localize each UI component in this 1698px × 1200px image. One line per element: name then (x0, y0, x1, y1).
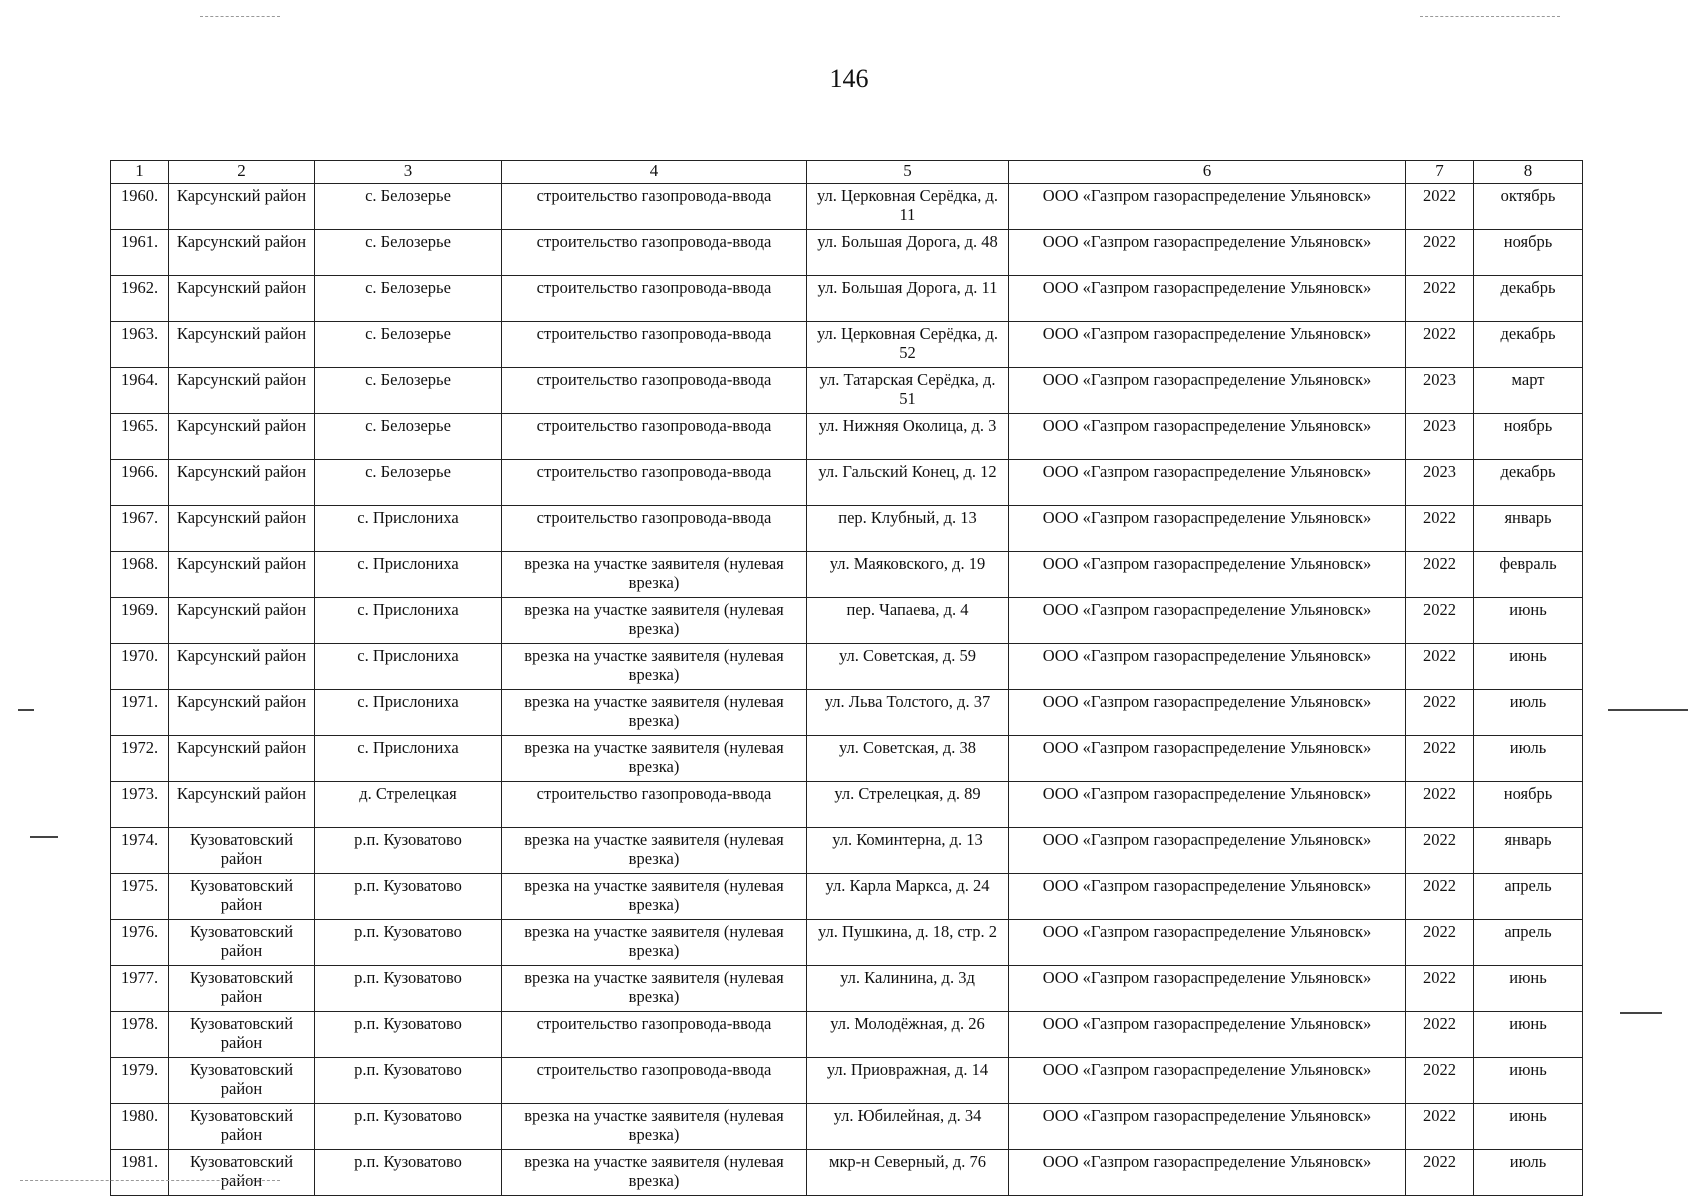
column-header: 2 (169, 161, 315, 184)
row-number-cell: 1964. (111, 368, 169, 414)
work-type-cell: врезка на участке заявителя (нулевая врезка) (502, 690, 807, 736)
row-number-cell: 1967. (111, 506, 169, 552)
month-cell: июнь (1474, 1104, 1583, 1150)
month-cell: июнь (1474, 598, 1583, 644)
year-cell: 2022 (1406, 506, 1474, 552)
row-number-cell: 1966. (111, 460, 169, 506)
table-row (111, 874, 1583, 920)
table-row (111, 322, 1583, 368)
organization-cell: ООО «Газпром газораспределение Ульяновск» (1009, 874, 1406, 920)
work-type-cell: строительство газопровода-ввода (502, 782, 807, 828)
district-cell: Кузоватовский район (169, 1150, 315, 1196)
table-row (111, 598, 1583, 644)
row-number-cell: 1972. (111, 736, 169, 782)
address-cell: ул. Большая Дорога, д. 11 (807, 276, 1009, 322)
work-type-cell: врезка на участке заявителя (нулевая врезка) (502, 920, 807, 966)
work-type-cell: врезка на участке заявителя (нулевая врезка) (502, 552, 807, 598)
work-type-cell: врезка на участке заявителя (нулевая врезка) (502, 966, 807, 1012)
year-cell: 2022 (1406, 276, 1474, 322)
year-cell: 2022 (1406, 184, 1474, 230)
row-number-cell: 1978. (111, 1012, 169, 1058)
work-type-cell: врезка на участке заявителя (нулевая врезка) (502, 598, 807, 644)
address-cell: ул. Татарская Серёдка, д. 51 (807, 368, 1009, 414)
month-cell: январь (1474, 828, 1583, 874)
table-row (111, 506, 1583, 552)
month-cell: декабрь (1474, 460, 1583, 506)
district-cell: Карсунский район (169, 736, 315, 782)
settlement-cell: с. Прислониха (315, 552, 502, 598)
work-type-cell: строительство газопровода-ввода (502, 276, 807, 322)
row-number-cell: 1962. (111, 276, 169, 322)
district-cell: Карсунский район (169, 506, 315, 552)
district-cell: Карсунский район (169, 414, 315, 460)
row-number-cell: 1968. (111, 552, 169, 598)
month-cell: июнь (1474, 1058, 1583, 1104)
organization-cell: ООО «Газпром газораспределение Ульяновск» (1009, 230, 1406, 276)
organization-cell: ООО «Газпром газораспределение Ульяновск» (1009, 1150, 1406, 1196)
table-row (111, 920, 1583, 966)
organization-cell: ООО «Газпром газораспределение Ульяновск» (1009, 322, 1406, 368)
table-row (111, 782, 1583, 828)
table-row (111, 184, 1583, 230)
month-cell: апрель (1474, 920, 1583, 966)
month-cell: декабрь (1474, 276, 1583, 322)
table-row (111, 1150, 1583, 1196)
row-number-cell: 1976. (111, 920, 169, 966)
year-cell: 2022 (1406, 1104, 1474, 1150)
address-cell: пер. Клубный, д. 13 (807, 506, 1009, 552)
scan-margin-mark (30, 836, 58, 838)
month-cell: июнь (1474, 1012, 1583, 1058)
month-cell: март (1474, 368, 1583, 414)
row-number-cell: 1969. (111, 598, 169, 644)
month-cell: октябрь (1474, 184, 1583, 230)
district-cell: Карсунский район (169, 184, 315, 230)
work-type-cell: врезка на участке заявителя (нулевая врезка) (502, 644, 807, 690)
organization-cell: ООО «Газпром газораспределение Ульяновск» (1009, 414, 1406, 460)
scan-margin-mark (18, 709, 34, 711)
row-number-cell: 1960. (111, 184, 169, 230)
settlement-cell: с. Белозерье (315, 368, 502, 414)
organization-cell: ООО «Газпром газораспределение Ульяновск» (1009, 598, 1406, 644)
table-row (111, 690, 1583, 736)
month-cell: июнь (1474, 966, 1583, 1012)
work-type-cell: строительство газопровода-ввода (502, 184, 807, 230)
year-cell: 2022 (1406, 874, 1474, 920)
month-cell: июль (1474, 736, 1583, 782)
address-cell: ул. Маяковского, д. 19 (807, 552, 1009, 598)
settlement-cell: с. Белозерье (315, 230, 502, 276)
column-header: 7 (1406, 161, 1474, 184)
gas-connection-table (110, 160, 1583, 1196)
scan-margin-mark (1608, 709, 1688, 711)
table-row (111, 966, 1583, 1012)
work-type-cell: строительство газопровода-ввода (502, 1058, 807, 1104)
table-row (111, 736, 1583, 782)
address-cell: ул. Молодёжная, д. 26 (807, 1012, 1009, 1058)
settlement-cell: р.п. Кузоватово (315, 966, 502, 1012)
year-cell: 2023 (1406, 414, 1474, 460)
district-cell: Карсунский район (169, 322, 315, 368)
organization-cell: ООО «Газпром газораспределение Ульяновск» (1009, 184, 1406, 230)
settlement-cell: р.п. Кузоватово (315, 1058, 502, 1104)
district-cell: Карсунский район (169, 690, 315, 736)
row-number-cell: 1970. (111, 644, 169, 690)
organization-cell: ООО «Газпром газораспределение Ульяновск» (1009, 1104, 1406, 1150)
district-cell: Карсунский район (169, 460, 315, 506)
year-cell: 2023 (1406, 368, 1474, 414)
settlement-cell: р.п. Кузоватово (315, 874, 502, 920)
organization-cell: ООО «Газпром газораспределение Ульяновск» (1009, 460, 1406, 506)
address-cell: ул. Стрелецкая, д. 89 (807, 782, 1009, 828)
organization-cell: ООО «Газпром газораспределение Ульяновск» (1009, 920, 1406, 966)
row-number-cell: 1981. (111, 1150, 169, 1196)
settlement-cell: с. Белозерье (315, 460, 502, 506)
work-type-cell: врезка на участке заявителя (нулевая врезка) (502, 1104, 807, 1150)
year-cell: 2022 (1406, 230, 1474, 276)
column-header: 6 (1009, 161, 1406, 184)
row-number-cell: 1973. (111, 782, 169, 828)
row-number-cell: 1961. (111, 230, 169, 276)
district-cell: Карсунский район (169, 276, 315, 322)
table-row (111, 1012, 1583, 1058)
table-row (111, 552, 1583, 598)
work-type-cell: строительство газопровода-ввода (502, 230, 807, 276)
organization-cell: ООО «Газпром газораспределение Ульяновск» (1009, 782, 1406, 828)
table-body (111, 184, 1583, 1196)
organization-cell: ООО «Газпром газораспределение Ульяновск» (1009, 506, 1406, 552)
column-header: 5 (807, 161, 1009, 184)
address-cell: пер. Чапаева, д. 4 (807, 598, 1009, 644)
row-number-cell: 1979. (111, 1058, 169, 1104)
settlement-cell: с. Прислониха (315, 644, 502, 690)
month-cell: ноябрь (1474, 782, 1583, 828)
header-row (111, 161, 1583, 184)
address-cell: мкр-н Северный, д. 76 (807, 1150, 1009, 1196)
month-cell: июль (1474, 1150, 1583, 1196)
scan-margin-mark (20, 1180, 280, 1181)
district-cell: Карсунский район (169, 598, 315, 644)
address-cell: ул. Советская, д. 38 (807, 736, 1009, 782)
month-cell: январь (1474, 506, 1583, 552)
table-row (111, 460, 1583, 506)
work-type-cell: строительство газопровода-ввода (502, 460, 807, 506)
row-number-cell: 1974. (111, 828, 169, 874)
organization-cell: ООО «Газпром газораспределение Ульяновск» (1009, 1058, 1406, 1104)
table-row (111, 644, 1583, 690)
settlement-cell: р.п. Кузоватово (315, 1104, 502, 1150)
settlement-cell: д. Стрелецкая (315, 782, 502, 828)
district-cell: Кузоватовский район (169, 920, 315, 966)
work-type-cell: врезка на участке заявителя (нулевая врезка) (502, 828, 807, 874)
year-cell: 2022 (1406, 920, 1474, 966)
address-cell: ул. Нижняя Околица, д. 3 (807, 414, 1009, 460)
address-cell: ул. Большая Дорога, д. 48 (807, 230, 1009, 276)
settlement-cell: р.п. Кузоватово (315, 828, 502, 874)
organization-cell: ООО «Газпром газораспределение Ульяновск» (1009, 736, 1406, 782)
year-cell: 2022 (1406, 1150, 1474, 1196)
settlement-cell: р.п. Кузоватово (315, 920, 502, 966)
district-cell: Карсунский район (169, 552, 315, 598)
settlement-cell: с. Белозерье (315, 414, 502, 460)
work-type-cell: врезка на участке заявителя (нулевая врезка) (502, 1150, 807, 1196)
scan-margin-mark (1420, 16, 1560, 17)
district-cell: Кузоватовский район (169, 1012, 315, 1058)
table-row (111, 828, 1583, 874)
address-cell: ул. Коминтерна, д. 13 (807, 828, 1009, 874)
work-type-cell: строительство газопровода-ввода (502, 414, 807, 460)
row-number-cell: 1963. (111, 322, 169, 368)
settlement-cell: с. Прислониха (315, 736, 502, 782)
month-cell: июль (1474, 690, 1583, 736)
month-cell: декабрь (1474, 322, 1583, 368)
year-cell: 2022 (1406, 552, 1474, 598)
year-cell: 2022 (1406, 1012, 1474, 1058)
row-number-cell: 1965. (111, 414, 169, 460)
month-cell: ноябрь (1474, 414, 1583, 460)
table-row (111, 414, 1583, 460)
settlement-cell: с. Белозерье (315, 322, 502, 368)
address-cell: ул. Льва Толстого, д. 37 (807, 690, 1009, 736)
address-cell: ул. Приовражная, д. 14 (807, 1058, 1009, 1104)
month-cell: ноябрь (1474, 230, 1583, 276)
month-cell: апрель (1474, 874, 1583, 920)
table-row (111, 276, 1583, 322)
district-cell: Карсунский район (169, 368, 315, 414)
work-type-cell: врезка на участке заявителя (нулевая врезка) (502, 874, 807, 920)
district-cell: Карсунский район (169, 230, 315, 276)
organization-cell: ООО «Газпром газораспределение Ульяновск» (1009, 276, 1406, 322)
address-cell: ул. Церковная Серёдка, д. 11 (807, 184, 1009, 230)
row-number-cell: 1975. (111, 874, 169, 920)
settlement-cell: р.п. Кузоватово (315, 1012, 502, 1058)
work-type-cell: строительство газопровода-ввода (502, 322, 807, 368)
organization-cell: ООО «Газпром газораспределение Ульяновск» (1009, 368, 1406, 414)
district-cell: Кузоватовский район (169, 966, 315, 1012)
year-cell: 2022 (1406, 966, 1474, 1012)
year-cell: 2022 (1406, 736, 1474, 782)
address-cell: ул. Пушкина, д. 18, стр. 2 (807, 920, 1009, 966)
district-cell: Кузоватовский район (169, 874, 315, 920)
organization-cell: ООО «Газпром газораспределение Ульяновск» (1009, 966, 1406, 1012)
column-header: 3 (315, 161, 502, 184)
district-cell: Карсунский район (169, 644, 315, 690)
scan-margin-mark (200, 16, 280, 17)
page-number: 146 (829, 64, 869, 93)
settlement-cell: с. Белозерье (315, 184, 502, 230)
column-header: 1 (111, 161, 169, 184)
year-cell: 2022 (1406, 322, 1474, 368)
column-header: 4 (502, 161, 807, 184)
address-cell: ул. Гальский Конец, д. 12 (807, 460, 1009, 506)
organization-cell: ООО «Газпром газораспределение Ульяновск» (1009, 644, 1406, 690)
organization-cell: ООО «Газпром газораспределение Ульяновск» (1009, 1012, 1406, 1058)
year-cell: 2022 (1406, 828, 1474, 874)
month-cell: февраль (1474, 552, 1583, 598)
table-row (111, 368, 1583, 414)
district-cell: Кузоватовский район (169, 1104, 315, 1150)
settlement-cell: р.п. Кузоватово (315, 1150, 502, 1196)
row-number-cell: 1977. (111, 966, 169, 1012)
work-type-cell: строительство газопровода-ввода (502, 1012, 807, 1058)
address-cell: ул. Церковная Серёдка, д. 52 (807, 322, 1009, 368)
organization-cell: ООО «Газпром газораспределение Ульяновск» (1009, 690, 1406, 736)
table-row (111, 1058, 1583, 1104)
year-cell: 2022 (1406, 598, 1474, 644)
year-cell: 2022 (1406, 1058, 1474, 1104)
table-row (111, 1104, 1583, 1150)
scan-margin-mark (1620, 1012, 1662, 1014)
work-type-cell: врезка на участке заявителя (нулевая врезка) (502, 736, 807, 782)
district-cell: Карсунский район (169, 782, 315, 828)
settlement-cell: с. Прислониха (315, 506, 502, 552)
work-type-cell: строительство газопровода-ввода (502, 368, 807, 414)
year-cell: 2022 (1406, 690, 1474, 736)
table-row (111, 230, 1583, 276)
work-type-cell: строительство газопровода-ввода (502, 506, 807, 552)
district-cell: Кузоватовский район (169, 1058, 315, 1104)
address-cell: ул. Советская, д. 59 (807, 644, 1009, 690)
district-cell: Кузоватовский район (169, 828, 315, 874)
address-cell: ул. Калинина, д. 3д (807, 966, 1009, 1012)
row-number-cell: 1971. (111, 690, 169, 736)
year-cell: 2022 (1406, 644, 1474, 690)
settlement-cell: с. Прислониха (315, 690, 502, 736)
year-cell: 2023 (1406, 460, 1474, 506)
organization-cell: ООО «Газпром газораспределение Ульяновск» (1009, 828, 1406, 874)
row-number-cell: 1980. (111, 1104, 169, 1150)
address-cell: ул. Юбилейная, д. 34 (807, 1104, 1009, 1150)
settlement-cell: с. Прислониха (315, 598, 502, 644)
address-cell: ул. Карла Маркса, д. 24 (807, 874, 1009, 920)
month-cell: июнь (1474, 644, 1583, 690)
settlement-cell: с. Белозерье (315, 276, 502, 322)
organization-cell: ООО «Газпром газораспределение Ульяновск» (1009, 552, 1406, 598)
column-header: 8 (1474, 161, 1583, 184)
year-cell: 2022 (1406, 782, 1474, 828)
